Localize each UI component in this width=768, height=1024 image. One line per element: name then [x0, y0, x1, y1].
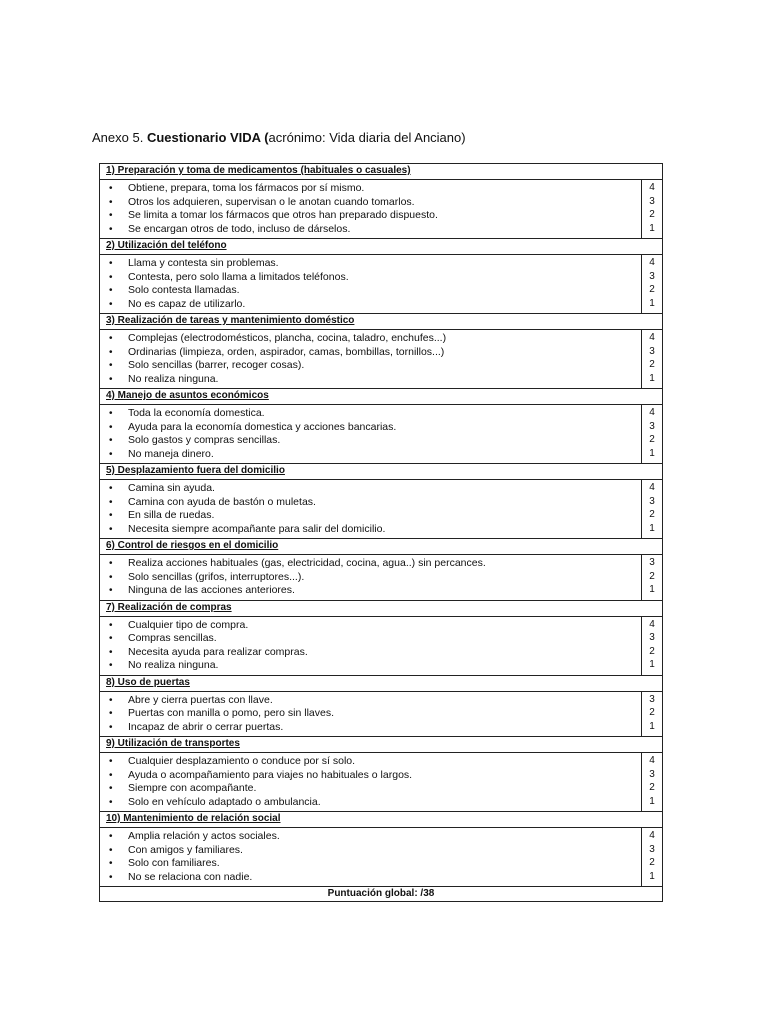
- score-value: 3: [649, 693, 655, 705]
- section-header-row: [100, 464, 663, 480]
- option-item: • Puertas con manilla o pomo, pero sin llaves.: [106, 707, 641, 721]
- score-value: 2: [649, 209, 655, 220]
- score-value: 2: [649, 857, 655, 868]
- option-item: • Solo gastos y compras sencillas.: [106, 434, 641, 448]
- score-value: 2: [649, 509, 655, 520]
- options-list: [106, 694, 641, 735]
- score-value: 2: [649, 284, 655, 295]
- score-value: 1: [649, 720, 655, 732]
- option-item: • No es capaz de utilizarlo.: [106, 298, 641, 312]
- option-item: • Abre y cierra puertas con llave.: [106, 694, 641, 708]
- section-options-row: [100, 480, 663, 539]
- options-list: [106, 755, 641, 809]
- option-item: • Ayuda para la economía domestica y acciones bancarias.: [106, 421, 641, 435]
- score-value: 3: [649, 270, 655, 282]
- score-value: 1: [649, 372, 655, 384]
- option-item: • Solo contesta llamadas.: [106, 284, 641, 298]
- section-header: 8) Uso de puertas: [100, 675, 663, 691]
- section-header-row: [100, 164, 663, 180]
- scores-cell: [642, 555, 663, 601]
- options-cell: [100, 480, 642, 539]
- score-value: 2: [649, 434, 655, 445]
- title-bold: Cuestionario VIDA (: [146, 130, 269, 145]
- section-options-row: [100, 255, 663, 314]
- options-list: [106, 182, 641, 236]
- section-options-row: [100, 828, 663, 887]
- section-header: 5) Desplazamiento fuera del domicilio: [100, 464, 663, 480]
- score-value: 4: [649, 830, 655, 841]
- section-options-row: [100, 616, 663, 675]
- option-item: • Llama y contesta sin problemas.: [106, 257, 641, 271]
- section-header-row: [100, 737, 663, 753]
- score-value: 1: [649, 659, 655, 670]
- score-value: 4: [649, 407, 655, 418]
- options-list: [106, 619, 641, 673]
- option-item: • No se relaciona con nadie.: [106, 871, 641, 885]
- section-header-row: [100, 600, 663, 616]
- score-value: 3: [649, 843, 655, 855]
- option-item: • Ordinarias (limpieza, orden, aspirador, camas, bombillas, tornillos...): [106, 346, 641, 360]
- option-item: • Necesita ayuda para realizar compras.: [106, 646, 641, 660]
- section-options-row: [100, 555, 663, 601]
- score-value: 2: [649, 570, 655, 582]
- scores-cell: [642, 753, 663, 812]
- score-value: 4: [649, 755, 655, 766]
- section-header-row: [100, 389, 663, 405]
- option-item: • Realiza acciones habituales (gas, electricidad, cocina, agua..) sin percances.: [106, 557, 641, 571]
- scores-cell: [642, 255, 663, 314]
- options-cell: [100, 753, 642, 812]
- score-value: 4: [649, 332, 655, 343]
- options-cell: [100, 330, 642, 389]
- option-item: • Complejas (electrodomésticos, plancha, cocina, taladro, enchufes...): [106, 332, 641, 346]
- score-value: 3: [649, 495, 655, 507]
- option-item: • Cualquier desplazamiento o conduce por sí solo.: [106, 755, 641, 769]
- section-header: 4) Manejo de asuntos económicos: [100, 389, 663, 405]
- option-item: • Se limita a tomar los fármacos que otros han preparado dispuesto.: [106, 209, 641, 223]
- score-value: 4: [649, 182, 655, 193]
- score-value: 3: [649, 632, 655, 643]
- option-item: • Compras sencillas.: [106, 632, 641, 646]
- option-item: • Siempre con acompañante.: [106, 782, 641, 796]
- section-options-row: [100, 753, 663, 812]
- document-title: [92, 130, 466, 145]
- section-header: 2) Utilización del teléfono: [100, 239, 663, 255]
- section-header-row: [100, 675, 663, 691]
- options-list: [106, 257, 641, 311]
- score-value: 3: [649, 345, 655, 357]
- score-value: 4: [649, 618, 655, 630]
- score-value: 1: [649, 447, 655, 459]
- option-item: • No realiza ninguna.: [106, 373, 641, 387]
- scores-cell: [642, 180, 663, 239]
- section-options-row: [100, 180, 663, 239]
- option-item: • Otros los adquieren, supervisan o le anotan cuando tomarlos.: [106, 196, 641, 210]
- scores-cell: [642, 330, 663, 389]
- option-item: • Con amigos y familiares.: [106, 844, 641, 858]
- options-list: [106, 332, 641, 386]
- questionnaire-body: [100, 164, 663, 887]
- options-cell: [100, 828, 642, 887]
- option-item: • Ninguna de las acciones anteriores.: [106, 584, 641, 598]
- section-header: 6) Control de riesgos en el domicilio: [100, 539, 663, 555]
- score-value: 3: [649, 557, 655, 568]
- scores-cell: [642, 480, 663, 539]
- option-item: • Camina sin ayuda.: [106, 482, 641, 496]
- option-item: • Solo sencillas (grifos, interruptores...).: [106, 571, 641, 585]
- options-cell: [100, 616, 642, 675]
- option-item: • Cualquier tipo de compra.: [106, 619, 641, 633]
- option-item: • Solo sencillas (barrer, recoger cosas).: [106, 359, 641, 373]
- options-list: [106, 482, 641, 536]
- section-header-row: [100, 539, 663, 555]
- options-cell: [100, 255, 642, 314]
- section-options-row: [100, 691, 663, 737]
- score-value: 1: [649, 522, 655, 534]
- section-options-row: [100, 405, 663, 464]
- scores-cell: [642, 691, 663, 737]
- score-value: 2: [649, 645, 655, 657]
- questionnaire-table: [99, 163, 663, 902]
- section-header: 7) Realización de compras: [100, 600, 663, 616]
- title-prefix: Anexo 5.: [92, 130, 147, 145]
- scores-cell: [642, 616, 663, 675]
- option-item: • En silla de ruedas.: [106, 509, 641, 523]
- option-item: • Toda la economía domestica.: [106, 407, 641, 421]
- options-list: [106, 557, 641, 598]
- total-score-label: Puntuación global: /38: [100, 887, 663, 902]
- score-value: 4: [649, 257, 655, 268]
- scores-cell: [642, 405, 663, 464]
- section-header: 10) Mantenimiento de relación social: [100, 812, 663, 828]
- option-item: • Se encargan otros de todo, incluso de dárselos.: [106, 223, 641, 237]
- score-value: 3: [649, 768, 655, 780]
- score-value: 3: [649, 195, 655, 207]
- score-value: 1: [649, 297, 655, 309]
- score-value: 1: [649, 795, 655, 807]
- option-item: • Ayuda o acompañamiento para viajes no habituales o largos.: [106, 769, 641, 783]
- options-cell: [100, 405, 642, 464]
- score-value: 3: [649, 420, 655, 432]
- score-value: 1: [649, 870, 655, 882]
- option-item: • No realiza ninguna.: [106, 659, 641, 673]
- score-value: 2: [649, 782, 655, 793]
- score-value: 1: [649, 222, 655, 234]
- title-rest: acrónimo: Vida diaria del Anciano): [268, 130, 466, 145]
- section-options-row: [100, 330, 663, 389]
- scores-cell: [642, 828, 663, 887]
- option-item: • Incapaz de abrir o cerrar puertas.: [106, 721, 641, 735]
- option-item: • Amplia relación y actos sociales.: [106, 830, 641, 844]
- score-value: 2: [649, 707, 655, 718]
- option-item: • Solo con familiares.: [106, 857, 641, 871]
- score-value: 4: [649, 482, 655, 493]
- section-header-row: [100, 239, 663, 255]
- options-cell: [100, 555, 642, 601]
- score-value: 2: [649, 359, 655, 370]
- section-header-row: [100, 812, 663, 828]
- section-header: 9) Utilización de transportes: [100, 737, 663, 753]
- section-header-row: [100, 314, 663, 330]
- section-header: 3) Realización de tareas y mantenimiento doméstico: [100, 314, 663, 330]
- option-item: • Necesita siempre acompañante para salir del domicilio.: [106, 523, 641, 537]
- options-list: [106, 830, 641, 884]
- option-item: • Obtiene, prepara, toma los fármacos por sí mismo.: [106, 182, 641, 196]
- options-list: [106, 407, 641, 461]
- options-cell: [100, 180, 642, 239]
- score-value: 1: [649, 584, 655, 595]
- total-row: [100, 887, 663, 902]
- section-header: 1) Preparación y toma de medicamentos (habituales o casuales): [100, 164, 663, 180]
- options-cell: [100, 691, 642, 737]
- option-item: • Contesta, pero solo llama a limitados teléfonos.: [106, 271, 641, 285]
- option-item: • Solo en vehículo adaptado o ambulancia.: [106, 796, 641, 810]
- option-item: • Camina con ayuda de bastón o muletas.: [106, 496, 641, 510]
- option-item: • No maneja dinero.: [106, 448, 641, 462]
